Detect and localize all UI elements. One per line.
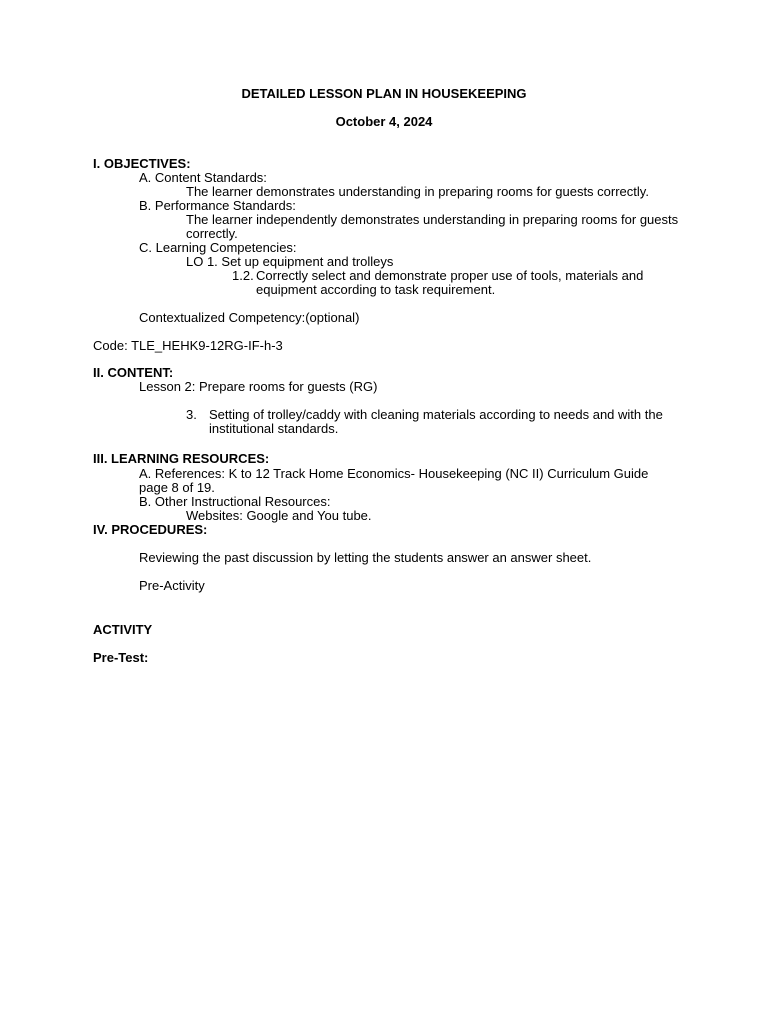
sub-competency-text-line1: Correctly select and demonstrate proper use of tools, materials and <box>256 268 644 283</box>
procedures-heading: IV. PROCEDURES: <box>93 522 208 537</box>
objectives-heading: I. OBJECTIVES: <box>93 156 191 171</box>
content-standards-text: The learner demonstrates understanding in preparing rooms for guests correctly. <box>186 184 649 199</box>
sub-competency-number: 1.2. <box>232 268 254 283</box>
references-line2: page 8 of 19. <box>139 480 215 495</box>
performance-standards-text-line1: The learner independently demonstrates understanding in preparing rooms for guests <box>186 212 679 227</box>
content-item-number: 3. <box>186 407 197 422</box>
content-standards-label: A. Content Standards: <box>139 170 267 185</box>
activity-heading: ACTIVITY <box>93 622 153 637</box>
review-text: Reviewing the past discussion by letting the students answer an answer sheet. <box>139 550 592 565</box>
contextualized-competency: Contextualized Competency:(optional) <box>139 310 360 325</box>
content-heading: II. CONTENT: <box>93 365 174 380</box>
learning-outcome: LO 1. Set up equipment and trolleys <box>186 254 394 269</box>
other-resources-label: B. Other Instructional Resources: <box>139 494 331 509</box>
document-date: October 4, 2024 <box>335 114 433 129</box>
learning-resources-heading: III. LEARNING RESOURCES: <box>93 451 270 466</box>
content-item-text-line2: institutional standards. <box>209 421 339 436</box>
websites-text: Websites: Google and You tube. <box>186 508 372 523</box>
learning-competencies-label: C. Learning Competencies: <box>139 240 297 255</box>
pre-activity-text: Pre-Activity <box>139 578 205 593</box>
document-title: DETAILED LESSON PLAN IN HOUSEKEEPING <box>241 86 527 101</box>
references-line1: A. References: K to 12 Track Home Economics- Housekeeping (NC II) Curriculum Guide <box>139 466 649 481</box>
content-item-text-line1: Setting of trolley/caddy with cleaning materials according to needs and with the <box>209 407 663 422</box>
performance-standards-label: B. Performance Standards: <box>139 198 296 213</box>
pre-test-heading: Pre-Test: <box>93 650 149 665</box>
competency-code: Code: TLE_HEHK9-12RG-IF-h-3 <box>93 338 283 353</box>
performance-standards-text-line2: correctly. <box>186 226 238 241</box>
sub-competency-text-line2: equipment according to task requirement. <box>256 282 496 297</box>
lesson-title: Lesson 2: Prepare rooms for guests (RG) <box>139 379 378 394</box>
